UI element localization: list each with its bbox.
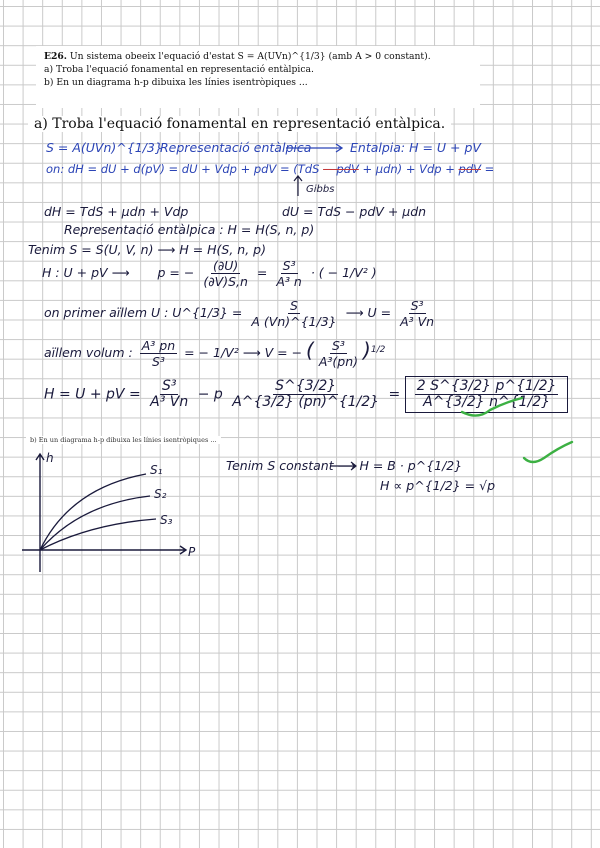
part-b-title: b) En un diagrama h-p dibuixa les línies isentròpiques ...: [26, 436, 221, 444]
enthalpy-definition: Entalpia: H = U + pV: [350, 140, 481, 155]
statement-line-3: b) En un diagrama h-p dibuixa les línies isentròpiques ...: [44, 77, 308, 88]
curve-label-s2: S₂: [154, 487, 167, 501]
dh-expand: dH = dU + d(pV) = dU + Vdp + pdV = (TdS: [67, 162, 320, 176]
isentrope-s1: [40, 474, 146, 550]
h-def: H : U + pV ⟶: [42, 265, 130, 280]
check-mark-icon: [524, 442, 572, 462]
pressure-derivation: H : U + pV ⟶ p = − $\frac{(\partial U)}{(\partial V)S,n}$ = $\frac{\text{S³}}{\text{A³ n}}$ · ( − 1/V² ): [42, 258, 377, 289]
x-axis-label: P: [188, 545, 196, 559]
arrow-icon: [286, 144, 342, 152]
isentropic-text-1: Tenim S constant ⟶ H = B · p^{1/2}: [226, 458, 463, 473]
statement-line-2: a) Troba l'equació fonamental en representació entàlpica.: [44, 64, 314, 75]
arrow-icon-b: [330, 462, 356, 470]
equation-of-state: S = A(UVn)^{1/3}: [46, 140, 163, 155]
gibbs-note: Gibbs: [306, 184, 335, 195]
dh-strike-1: − pdV: [323, 162, 359, 176]
check-mark-icon: [462, 398, 522, 416]
p-eq-lhs: p = −: [157, 265, 195, 280]
du-result: dU = TdS − pdV + μdn: [282, 204, 427, 219]
statement-text: Un sistema obeeix l'equació d'estat S = A(UVn)^{1/3} (amb A > 0 constant).: [69, 51, 431, 62]
y-axis: [36, 454, 44, 572]
h-p-graph: [22, 451, 196, 572]
isentropic-text-2: H ∝ p^{1/2} = √p: [380, 478, 496, 493]
final-answer-box: $\frac{2 S\^{}\{3/2\} p\^{}\{1/2\}}{A\^{}\{3/2\} n\^{}\{1/2\}}$: [405, 376, 569, 413]
partial-derivative: $\frac{(\partial U)}{(\partial V)S,n}$: [203, 258, 248, 289]
p-fraction: $\frac{\text{S³}}{\text{A³ n}}$: [276, 258, 302, 289]
dh-result: dH = TdS + μdn + Vdp: [44, 204, 189, 219]
repr-h-line: Representació entàlpica : H = H(S, n, p): [64, 222, 315, 237]
dh-strike-2: pdV: [458, 162, 481, 176]
curve-label-s3: S₃: [160, 513, 173, 527]
curve-label-s1: S₁: [150, 463, 163, 477]
y-axis-label: h: [46, 451, 54, 465]
dh-mid: + μdn) + Vdp +: [362, 162, 455, 176]
tenim-line: Tenim S = S(U, V, n) ⟶ H = H(S, n, p): [28, 242, 266, 257]
dh-end: =: [484, 162, 495, 176]
on-prefix: on:: [46, 162, 65, 176]
up-arrow-icon: [294, 176, 302, 196]
solve-v-line: aïllem volum : $\frac{\text{A³ pn}}{\text{S³}}$ = − 1/V² ⟶ V = − ( $\frac{\text{S³}}{\text{A³(pn)}}$ )$^{1/2}$: [44, 338, 386, 369]
representation-label: Representació entàlpica: [160, 140, 312, 155]
final-enthalpy-line: H = U + pV = $\frac{\text{S³}}{\text{A³ Vn}}$ − p $\frac{S\^{}\{3/2\}}{A\^{}\{3/2\} (pn)\^{}\{1/2\}}$ = $\frac{2 S\^{}\{3/2\} p\^{}\{1/2\}}{A\^{}\{3/2\} n\^{}\{1/2\}}$: [44, 376, 568, 413]
part-a-title: a) Troba l'equació fonamental en representació entàlpica.: [28, 116, 451, 132]
solve-u-line: on primer aïllem U : U^{1/3} = $\frac{S}{A (Vn)\^{}\{1/3\}}$ ⟶ U = $\frac{\text{S³}}{\text{A³ Vn}}$: [44, 298, 435, 329]
problem-number: E26.: [44, 51, 67, 62]
isentrope-s3: [40, 519, 156, 550]
